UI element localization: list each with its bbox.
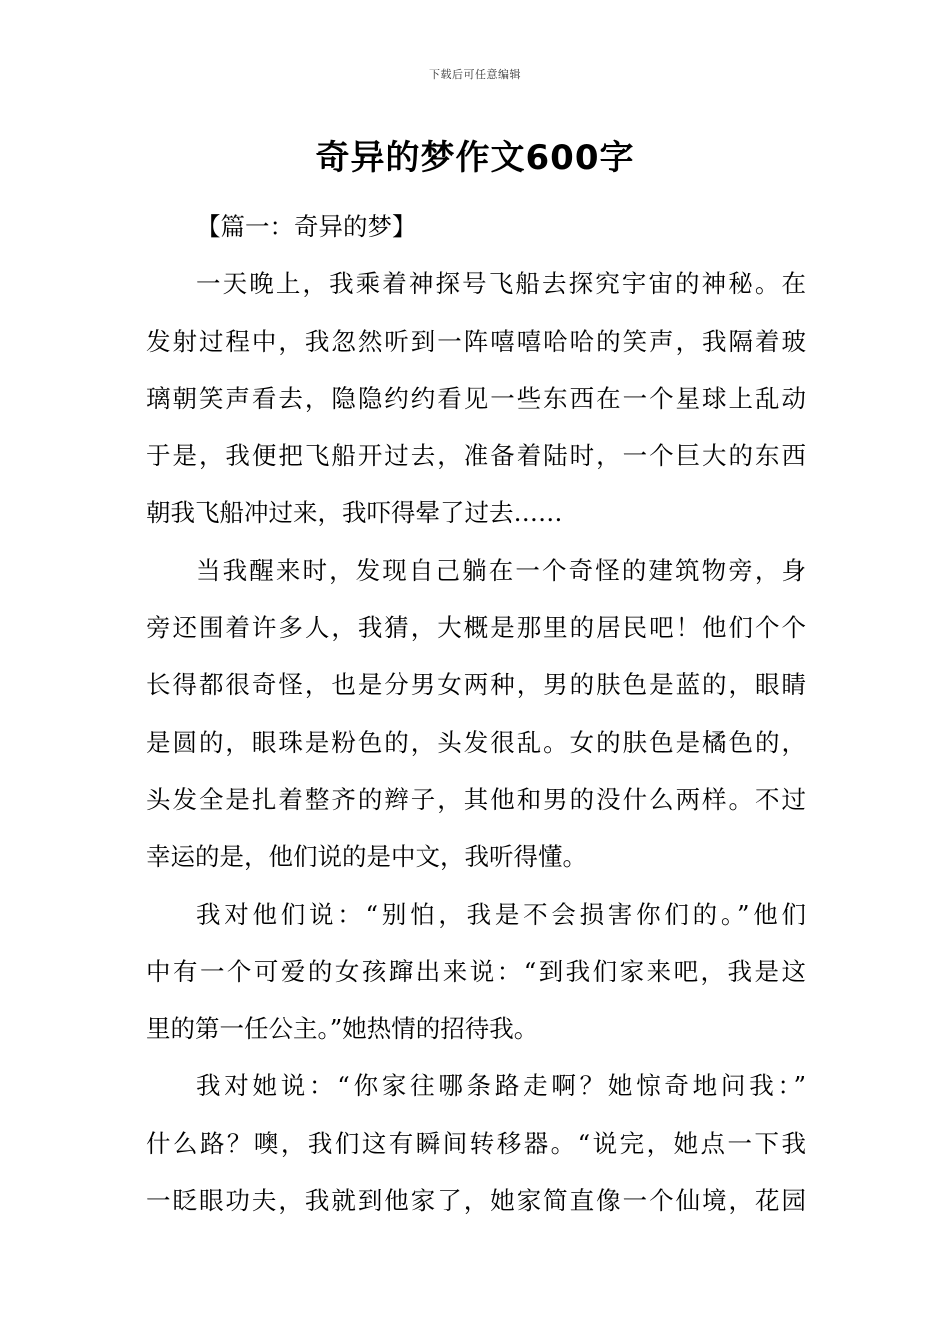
body-line: 我对她说：“你家往哪条路走啊？她惊奇地问我：” <box>196 1071 806 1101</box>
body-line: 旁还围着许多人，我猜，大概是那里的居民吧！他们个个 <box>146 613 806 643</box>
body-line: 中有一个可爱的女孩蹿出来说：“到我们家来吧，我是这 <box>146 956 806 986</box>
body-line: 一眨眼功夫，我就到他家了，她家简直像一个仙境，花园 <box>146 1186 806 1216</box>
body-line: 头发全是扎着整齐的辫子，其他和男的没什么两样。不过 <box>146 784 806 814</box>
body-line: 是圆的，眼珠是粉色的，头发很乱。女的肤色是橘色的， <box>146 727 806 757</box>
body-line: 璃朝笑声看去，隐隐约约看见一些东西在一个星球上乱动 <box>146 383 806 413</box>
body-line: 【篇一：奇异的梦】 <box>196 212 417 241</box>
document-body <box>146 198 806 1229</box>
body-line: 里的第一任公主。”她热情的招待我。 <box>146 1014 539 1044</box>
body-line: 我对他们说：“别怕，我是不会损害你们的。”他们 <box>196 899 806 929</box>
body-line: 于是，我便把飞船开过去，准备着陆时，一个巨大的东西 <box>146 441 806 471</box>
document-title: 奇异的梦作文600字 <box>315 138 635 178</box>
header-note: 下载后可任意编辑 <box>429 68 521 81</box>
body-line: 当我醒来时，发现自己躺在一个奇怪的建筑物旁，身 <box>196 555 806 585</box>
body-line: 一天晚上，我乘着神探号飞船去探究宇宙的神秘。在 <box>196 269 806 299</box>
body-line: 长得都很奇怪，也是分男女两种，男的肤色是蓝的，眼睛 <box>146 670 806 700</box>
body-line: 朝我飞船冲过来，我吓得晕了过去…… <box>146 498 563 528</box>
body-line: 什么路？噢，我们这有瞬间转移器。“说完，她点一下我 <box>146 1128 806 1158</box>
body-line: 幸运的是，他们说的是中文，我听得懂。 <box>146 842 587 872</box>
body-line: 发射过程中，我忽然听到一阵嘻嘻哈哈的笑声，我隔着玻 <box>146 326 806 356</box>
